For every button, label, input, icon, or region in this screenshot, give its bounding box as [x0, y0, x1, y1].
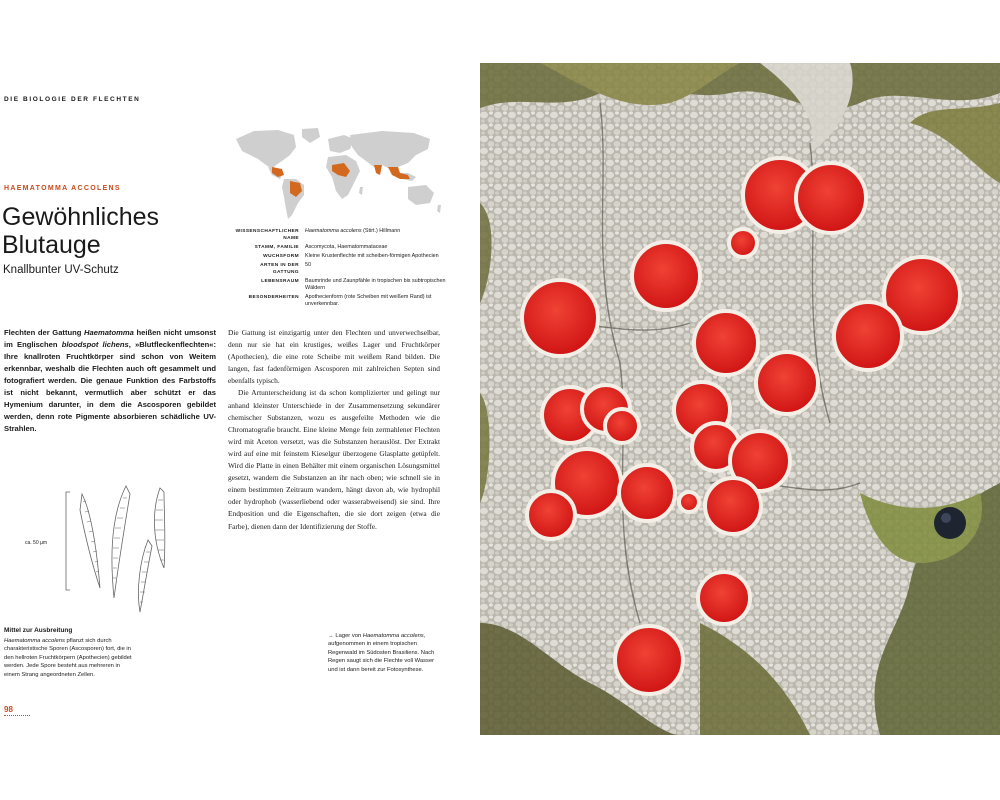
info-value: Apothecienform (rote Scheiben mit weißem Rand) ist unverkennbar. — [305, 294, 432, 307]
info-row — [233, 253, 463, 260]
body-paragraph: Die Gattung ist einzigartig unter den Flechten und unverwechselbar, denn nur sie hat ein krustiges, weißes Lager und Fruchtkörper (Apothecien), die eine rote Scheibe mit weißem Rand bilden. Die langen, fast fadenförmigen Ascosporen mit zahlreichen Septen sind ebenfalls typisch. — [228, 328, 440, 386]
spore — [112, 486, 130, 598]
body-paragraph: Die Artunterscheidung ist da schon komplizierter und gelingt nur anhand kleinster Unterschiede in der Zusammensetzung sekundärer chemischer Substanzen, wozu es ausgefeilte Methoden wie die Chromatografie braucht. Eine kleine Menge fein zermahlener Flechten wird mit Aceton versetzt, was die Substanzen herauslöst. Der Extrakt wird auf eine mit feinstem Kieselgur überzogene Glasplatte getüpfelt. Wird die Platte in einen Behälter mit einem organischen Lösungsmittel gesetzt, wandern die Substanzen an ihr nach oben; wie schnell sie in einem bestimmten Zeitraum wandern, hängt davon ab, wie hydrophil oder hydrophob (wasserliebend oder wasserabweisend) sie sind. Ihre Endposition und die Eigenschaften, die sie dort zeigen (etwa die Farbe), dienen dann der Identifizierung der Stoffe. — [228, 388, 440, 531]
info-row — [233, 278, 463, 292]
page-subtitle: Knallbunter UV-Schutz — [3, 264, 119, 276]
info-row — [233, 228, 463, 242]
info-row — [233, 244, 463, 251]
photo-caption: → Lager von Haematomma accolens, aufgenommen in einem tropischen Regenwald im Südosten Brasiliens. Nach Regen saugt sich die Flechte voll Wasser und ist dann bereit zur Fotosynthese. — [328, 633, 435, 673]
info-label: ARTEN IN DER GATTUNG — [260, 263, 299, 275]
spore — [138, 540, 152, 612]
spore-illustration — [60, 480, 180, 620]
info-label: WISSENSCHAFTLICHER NAME — [235, 229, 299, 241]
spore — [80, 494, 100, 588]
info-label: LEBENSRAUM — [261, 279, 299, 284]
spore-caption: Haematomma accolens pflanzt sich durch charakteristische Sporen (Ascosporen) fort, die in den hellroten Fruchtkörpern (Apothecien) gebildet werden. Jede Spore besteht aus mehreren in einem Strang angeordneten Zellen. — [4, 638, 132, 678]
info-value: 50 — [305, 262, 311, 268]
scale-bracket — [66, 492, 70, 590]
info-label: BESONDERHEITEN — [248, 295, 299, 300]
info-row — [233, 262, 463, 276]
species-info-table — [233, 228, 463, 310]
info-row — [233, 294, 463, 308]
lichen-photograph — [480, 63, 1000, 735]
distribution-map — [232, 125, 446, 225]
info-label: WUCHSFORM — [263, 254, 299, 259]
info-value: Baumrinde und Zaunpfähle in tropischen bis subtropischen Wäldern — [305, 278, 446, 291]
body-text — [228, 327, 440, 533]
page-number: 98 — [4, 705, 13, 714]
info-label: STAMM, FAMILIE — [254, 245, 299, 250]
lead-paragraph: Flechten der Gattung Haematomma heißen nicht umsonst im Englischen bloodspot lichens, »Blutfleckenflechten«: Ihre knallroten Fruchtkörper sind schon von Weitem erkennbar, weshalb die Flechten auch oft gesammelt und fotografiert werden. Die genaue Funktion des Farbstoffs ist nicht bekannt, vermutlich aber schützt er das Hymenium darunter, in dem die Ascosporen gebildet werden, denn rote Pigmente absorbieren schädliche UV-Strahlen. — [4, 328, 216, 433]
scale-label: ca. 50 µm — [25, 540, 48, 546]
species-kicker: HAEMATOMMA ACCOLENS — [4, 185, 121, 192]
arrow-right-icon: → — [328, 633, 334, 639]
folio-divider — [4, 715, 30, 716]
info-value: Ascomycota, Haematommataceae — [305, 244, 388, 250]
running-head: DIE BIOLOGIE DER FLECHTEN — [4, 96, 141, 103]
page-title: Gewöhnliches Blutauge — [2, 203, 160, 259]
spore-caption-title: Mittel zur Ausbreitung — [4, 627, 73, 634]
info-value: Haematomma accolens (Stirt.) Hillmann — [305, 228, 401, 234]
info-value: Kleine Krustenflechte mit scheiben-förmigen Apothecien — [305, 253, 439, 259]
